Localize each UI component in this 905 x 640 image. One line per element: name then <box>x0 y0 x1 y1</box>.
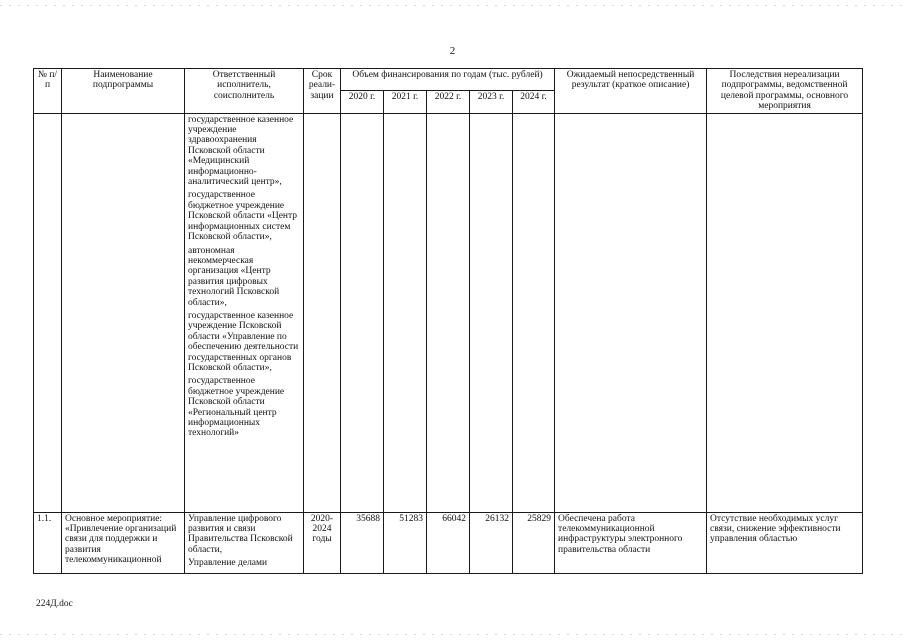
cell-result <box>555 113 707 512</box>
cell-name <box>62 113 185 512</box>
header-year: 2023 г. <box>470 91 513 113</box>
item-term: 2020-2024 годы <box>304 512 341 573</box>
item-consequence: Отсутствие необходимых услуг связи, снижение эффективности управления областью <box>707 512 863 573</box>
cell-executors <box>185 113 304 512</box>
header-name: Наименование подпрограммы <box>62 69 185 114</box>
cell-year <box>427 113 470 512</box>
item-executor <box>185 512 304 573</box>
table-row-item <box>34 512 863 573</box>
item-value-2020: 35688 <box>341 512 384 573</box>
header-consequence: Последствия нереализации подпрограммы, ведомственной целевой программы, основного мероприятия <box>707 69 863 114</box>
program-table <box>33 68 863 574</box>
scan-noise-top <box>0 5 905 6</box>
page-number: 2 <box>449 45 456 57</box>
executor-entry: государственное бюджетное учреждение Псковской области «Региональный центр информационных технологий» <box>188 376 285 439</box>
cell-year <box>470 113 513 512</box>
item-value-2023: 26132 <box>470 512 513 573</box>
executor-entry: автономная некоммерческая организация «Центр развития цифровых технологий Псковской области», <box>188 245 280 308</box>
item-result: Обеспечена работа телекоммуникационной инфраструктуры электронного правительства области <box>555 512 707 573</box>
scan-noise-bottom <box>0 634 905 635</box>
table-row-continuation <box>34 113 863 512</box>
cell-consequence <box>707 113 863 512</box>
header-executor: Ответственный исполнитель, соисполнитель <box>185 69 304 114</box>
cell-term <box>304 113 341 512</box>
item-value-2021: 51283 <box>384 512 427 573</box>
cell-year <box>384 113 427 512</box>
header-year: 2021 г. <box>384 91 427 113</box>
header-year: 2024 г. <box>513 91 555 113</box>
header-funding: Объем финансирования по годам (тыс. рублей) <box>341 69 555 91</box>
item-value-2024: 25829 <box>513 512 555 573</box>
executor-entry: государственное бюджетное учреждение Псковской области «Центр информационных систем Псковской области», <box>188 190 298 243</box>
item-name: Основное мероприятие: «Привлечение организаций связи для поддержки и развития телекоммуникационной <box>62 512 185 573</box>
cell-year <box>341 113 384 512</box>
executor-entry: государственное казенное учреждение здравоохранения Псковской области «Медицинский информационно-аналитический центр», <box>188 114 294 188</box>
header-row-1 <box>34 69 863 91</box>
header-term: Срок реали-зации <box>304 69 341 114</box>
footer-filename: 224Д.doc <box>36 599 73 609</box>
header-year: 2022 г. <box>427 91 470 113</box>
header-num: № п/п <box>34 69 62 114</box>
item-num: 1.1. <box>34 512 62 573</box>
executor-entry: государственное казенное учреждение Псковской области «Управление по обеспечению деятельности государственных органов Псковской области», <box>188 310 299 373</box>
cell-year <box>513 113 555 512</box>
executor-entry: Управление цифрового развития и связи Правительства Псковской области, <box>188 513 293 555</box>
item-value-2022: 66042 <box>427 512 470 573</box>
cell-num <box>34 113 62 512</box>
header-result: Ожидаемый непосредственный результат (краткое описание) <box>555 69 707 114</box>
executor-entry: Управление делами <box>188 558 268 569</box>
header-year: 2020 г. <box>341 91 384 113</box>
